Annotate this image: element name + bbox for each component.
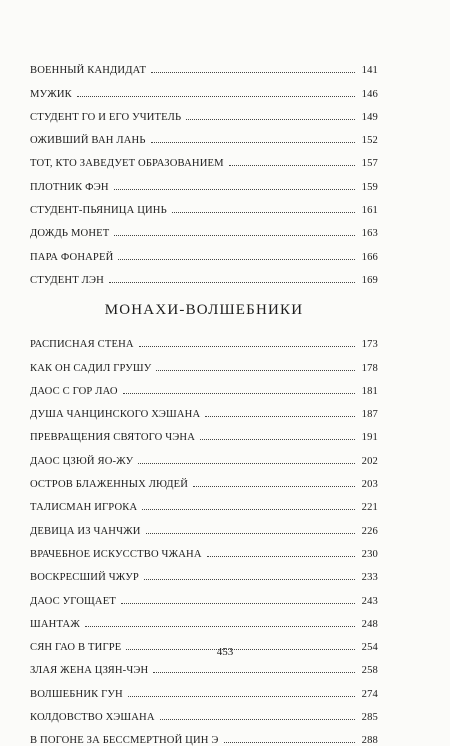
toc-entry <box>30 420 378 443</box>
toc-entry-page: 285 <box>361 712 378 724</box>
toc-entry-page: 258 <box>361 665 378 677</box>
toc-entry-title: СТУДЕНТ ГО И ЕГО УЧИТЕЛЬ <box>30 111 182 123</box>
dot-leader <box>139 346 355 347</box>
toc-entry <box>30 76 378 99</box>
toc-entry-title: ВРАЧЕБНОЕ ИСКУССТВО ЧЖАНА <box>30 548 202 560</box>
toc-entry-title: ДАОС ЦЗЮЙ ЯО-ЖУ <box>30 455 134 467</box>
toc-entry <box>30 169 378 192</box>
dot-leader <box>151 72 355 73</box>
toc-entry-title: ДУША ЧАНЦИНСКОГО ХЭШАНА <box>30 409 201 421</box>
toc-entry <box>30 676 378 699</box>
dot-leader <box>114 235 355 236</box>
dot-leader <box>151 142 355 143</box>
toc-entry-title: ТАЛИСМАН ИГРОКА <box>30 502 138 514</box>
toc-entry <box>30 374 378 397</box>
toc-entry-title: ОСТРОВ БЛАЖЕННЫХ ЛЮДЕЙ <box>30 479 189 491</box>
toc-entry-page: 243 <box>361 595 378 607</box>
toc-entry-page: 221 <box>361 502 378 514</box>
toc-entry <box>30 443 378 466</box>
table-of-contents <box>30 53 378 746</box>
toc-entry <box>30 490 378 513</box>
toc-list-section <box>30 327 378 746</box>
toc-entry <box>30 216 378 239</box>
dot-leader <box>142 509 355 510</box>
toc-entry-page: 254 <box>361 642 378 654</box>
toc-entry-page: 288 <box>361 735 378 746</box>
dot-leader <box>172 212 355 213</box>
toc-entry <box>30 263 378 286</box>
toc-entry-page: 181 <box>361 385 378 397</box>
toc-entry-title: СТУДЕНТ-ПЬЯНИЦА ЦИНЬ <box>30 205 167 217</box>
dot-leader <box>160 719 355 720</box>
toc-entry <box>30 100 378 123</box>
toc-entry <box>30 146 378 169</box>
toc-entry-page: 226 <box>361 525 378 537</box>
toc-entry <box>30 239 378 262</box>
dot-leader <box>138 463 355 464</box>
toc-entry-page: 169 <box>361 274 378 286</box>
toc-entry-page: 274 <box>361 688 378 700</box>
toc-entry <box>30 537 378 560</box>
toc-entry-page: 157 <box>361 158 378 170</box>
toc-entry-title: ТОТ, КТО ЗАВЕДУЕТ ОБРАЗОВАНИЕМ <box>30 158 224 170</box>
toc-entry <box>30 583 378 606</box>
dot-leader <box>146 533 355 534</box>
toc-entry-title: СТУДЕНТ ЛЭН <box>30 274 104 286</box>
toc-entry <box>30 350 378 373</box>
dot-leader <box>114 189 355 190</box>
dot-leader <box>186 119 355 120</box>
toc-entry-title: ПЛОТНИК ФЭН <box>30 181 109 193</box>
dot-leader <box>144 579 355 580</box>
toc-entry <box>30 327 378 350</box>
toc-entry <box>30 397 378 420</box>
toc-entry-page: 233 <box>361 572 378 584</box>
toc-entry-title: ЗЛАЯ ЖЕНА ЦЗЯН-ЧЭН <box>30 665 149 677</box>
toc-entry <box>30 467 378 490</box>
toc-entry-page: 152 <box>361 135 378 147</box>
dot-leader <box>85 626 355 627</box>
toc-entry-title: КАК ОН САДИЛ ГРУШУ <box>30 362 152 374</box>
dot-leader <box>128 696 355 697</box>
dot-leader <box>205 416 355 417</box>
toc-entry-page: 248 <box>361 618 378 630</box>
toc-entry-title: ВОЕННЫЙ КАНДИДАТ <box>30 65 147 77</box>
toc-entry-page: 191 <box>361 432 378 444</box>
dot-leader <box>123 393 355 394</box>
dot-leader <box>77 96 355 97</box>
dot-leader <box>207 556 355 557</box>
dot-leader <box>109 282 355 283</box>
dot-leader <box>153 672 355 673</box>
toc-entry <box>30 53 378 76</box>
section-heading: МОНАХИ-ВОЛШЕБНИКИ <box>104 301 304 318</box>
toc-entry-page: 230 <box>361 548 378 560</box>
toc-entry-title: КОЛДОВСТВО ХЭШАНА <box>30 712 155 724</box>
toc-entry-title: ДАОС С ГОР ЛАО <box>30 385 118 397</box>
toc-entry <box>30 560 378 583</box>
toc-entry-page: 149 <box>361 111 378 123</box>
toc-entry <box>30 700 378 723</box>
dot-leader <box>193 486 355 487</box>
toc-entry-title: РАСПИСНАЯ СТЕНА <box>30 339 134 351</box>
toc-entry-page: 159 <box>361 181 378 193</box>
toc-entry-page: 166 <box>361 251 378 263</box>
dot-leader <box>224 742 355 743</box>
toc-entry <box>30 607 378 630</box>
toc-entry <box>30 193 378 216</box>
toc-entry-title: В ПОГОНЕ ЗА БЕССМЕРТНОЙ ЦИН Э <box>30 735 219 746</box>
toc-entry <box>30 513 378 536</box>
toc-entry-title: ДАОС УГОЩАЕТ <box>30 595 116 607</box>
toc-entry-title: ДЕВИЦА ИЗ ЧАНЧЖИ <box>30 525 141 537</box>
toc-entry-title: ДОЖДЬ МОНЕТ <box>30 228 110 240</box>
toc-entry-title: СЯН ГАО В ТИГРЕ <box>30 642 122 654</box>
toc-entry-page: 141 <box>361 65 378 77</box>
toc-list-top <box>30 53 378 286</box>
toc-entry-title: ШАНТАЖ <box>30 618 80 630</box>
toc-entry-title: МУЖИК <box>30 88 72 100</box>
toc-entry <box>30 723 378 746</box>
toc-entry-title: ПРЕВРАЩЕНИЯ СВЯТОГО ЧЭНА <box>30 432 196 444</box>
toc-entry-page: 161 <box>361 205 378 217</box>
toc-entry <box>30 123 378 146</box>
toc-entry-page: 202 <box>361 455 378 467</box>
toc-entry-page: 203 <box>361 479 378 491</box>
toc-entry-title: ОЖИВШИЙ ВАН ЛАНЬ <box>30 135 146 147</box>
dot-leader <box>200 439 355 440</box>
dot-leader <box>156 370 355 371</box>
toc-entry-page: 178 <box>361 362 378 374</box>
dot-leader <box>121 603 355 604</box>
toc-entry-title: ВОСКРЕСШИЙ ЧЖУР <box>30 572 139 584</box>
toc-entry-title: ПАРА ФОНАРЕЙ <box>30 251 114 263</box>
toc-entry-page: 187 <box>361 409 378 421</box>
toc-entry-page: 173 <box>361 339 378 351</box>
toc-entry-title: ВОЛШЕБНИК ГУН <box>30 688 123 700</box>
page-number: 453 <box>216 646 234 658</box>
dot-leader <box>118 259 355 260</box>
toc-entry-page: 146 <box>361 88 378 100</box>
toc-entry-page: 163 <box>361 228 378 240</box>
dot-leader <box>229 165 355 166</box>
